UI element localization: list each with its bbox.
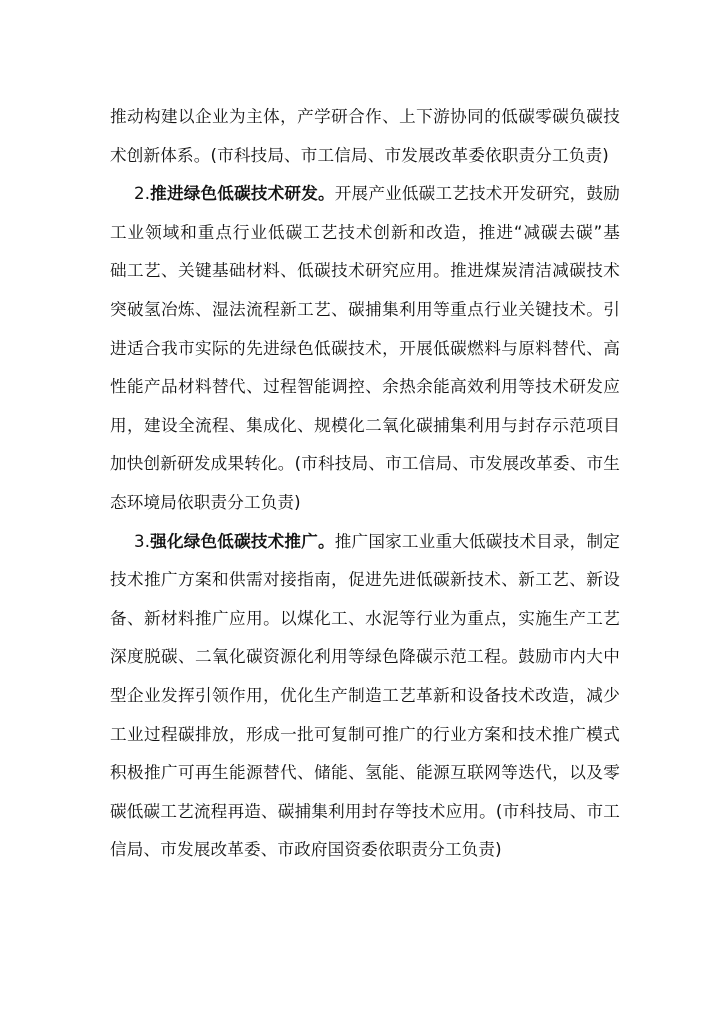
body-text	[110, 98, 620, 870]
paragraph-line: 深度脱碳、二氧化碳资源化利用等绿色降碳示范工程。鼓励市内大中	[110, 647, 620, 667]
paragraph-line: 突破氢冶炼、湿法流程新工艺、碳捕集利用等重点行业关键技术。引	[110, 299, 620, 319]
section-number: 3.	[134, 531, 151, 551]
paragraph-line: 技术推广方案和供需对接指南，促进先进低碳新技术、新工艺、新设	[110, 570, 620, 590]
paragraph-line: 信局、市发展改革委、市政府国资委依职责分工负责)	[110, 840, 502, 860]
paragraph-line: 性能产品材料替代、过程智能调控、余热余能高效利用等技术研发应	[110, 377, 620, 397]
section-number: 2.	[134, 184, 151, 204]
paragraph-line: 用，建设全流程、集成化、规模化二氧化碳捕集利用与封存示范项目	[110, 415, 620, 435]
paragraph-line: 加快创新研发成果转化。(市科技局、市工信局、市发展改革委、市生	[110, 454, 620, 474]
paragraph-line: 工业领域和重点行业低碳工艺技术创新和改造，推进“减碳去碳”基	[110, 222, 620, 242]
paragraph-line: 碳低碳工艺流程再造、碳捕集利用封存等技术应用。(市科技局、市工	[110, 801, 620, 821]
paragraph-line: 工业过程碳排放，形成一批可复制可推广的行业方案和技术推广模式	[110, 724, 620, 744]
section-text: 推广国家工业重大低碳技术目录，制定	[334, 531, 620, 551]
paragraph-line: 术创新体系。(市科技局、市工信局、市发展改革委依职责分工负责)	[110, 145, 609, 165]
paragraph-line: 态环境局依职责分工负责)	[110, 492, 301, 512]
paragraph-line: 进适合我市实际的先进绿色低碳技术，开展低碳燃料与原料替代、高	[110, 338, 620, 358]
paragraph-line: 积极推广可再生能源替代、储能、氢能、能源互联网等迭代，以及零	[110, 763, 620, 783]
paragraph-line: 备、新材料推广应用。以煤化工、水泥等行业为重点，实施生产工艺	[110, 608, 620, 628]
section-heading: 强化绿色低碳技术推广。	[150, 531, 335, 551]
paragraph-line: 型企业发挥引领作用，优化生产制造工艺革新和设备技术改造，减少	[110, 685, 620, 705]
section-heading: 推进绿色低碳技术研发。	[150, 184, 335, 204]
section-3-first-line	[110, 523, 620, 562]
section-2-first-line	[110, 175, 620, 214]
paragraph-line: 础工艺、关键基础材料、低碳技术研究应用。推进煤炭清洁减碳技术	[110, 261, 620, 281]
paragraph-line: 推动构建以企业为主体，产学研合作、上下游协同的低碳零碳负碳技	[110, 107, 620, 126]
section-text: 开展产业低碳工艺技术开发研究，鼓励	[334, 184, 620, 204]
